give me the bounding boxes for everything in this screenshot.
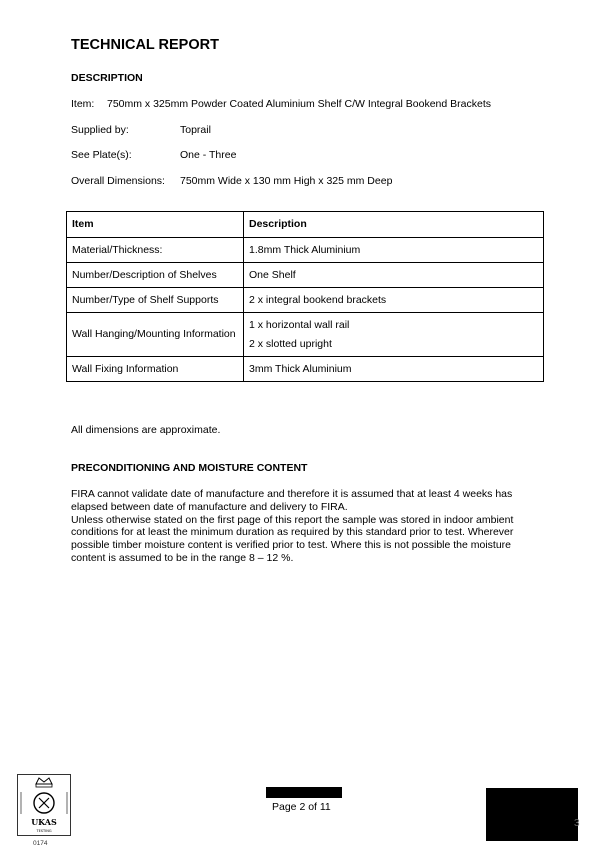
table-cell-item: Number/Description of Shelves [67, 263, 244, 288]
detail-plates [71, 149, 237, 161]
detail-label: See Plate(s): [71, 149, 132, 161]
table-cell-item: Number/Type of Shelf Supports [67, 288, 244, 313]
table-header-row [67, 212, 544, 238]
table-cell-description: 3mm Thick Aluminium [244, 357, 544, 382]
description-line: 2 x slotted upright [249, 337, 332, 350]
detail-item [71, 98, 492, 110]
table-row [67, 238, 544, 263]
specification-table [66, 211, 544, 382]
detail-label: Supplied by: [71, 124, 129, 136]
detail-dimensions [71, 175, 393, 187]
table-cell-description [244, 313, 544, 357]
svg-text:UKAS: UKAS [31, 817, 57, 827]
paragraph-text: Unless otherwise stated on the first page of this report the sample was stored in indoor ambient conditions for at least the minimum duration as required by this standard prior to test. Wherever possible timber moisture content is verified prior to test. Where this is not possible the moisture content is assumed to be in the range 8 – 12 %. [71, 513, 514, 564]
preconditioning-heading: PRECONDITIONING AND MOISTURE CONTENT [71, 462, 308, 474]
preconditioning-paragraph [71, 488, 541, 565]
table-cell-item: Wall Hanging/Mounting Information [67, 313, 244, 357]
detail-value: One - Three [180, 149, 237, 161]
redaction-bar [266, 787, 342, 798]
column-header-description: Description [244, 212, 544, 238]
table-row [67, 357, 544, 382]
report-title: TECHNICAL REPORT [71, 37, 219, 53]
table-cell-item: Material/Thickness: [67, 238, 244, 263]
detail-value: 750mm Wide x 130 mm High x 325 mm Deep [180, 175, 393, 187]
paragraph-text: FIRA cannot validate date of manufacture and therefore it is assumed that at least 4 weeks has elapsed between date of manufacture and delivery to FIRA. [71, 488, 513, 513]
detail-supplier [71, 124, 211, 136]
table-cell-description: One Shelf [244, 263, 544, 288]
redaction-mark: 3 [574, 818, 580, 829]
column-header-item: Item [67, 212, 244, 238]
table-row [67, 313, 544, 357]
ukas-logo [17, 774, 71, 836]
page-number: Page 2 of 11 [272, 801, 331, 813]
table-cell-description: 2 x integral bookend brackets [244, 288, 544, 313]
redaction-block [486, 788, 578, 841]
svg-text:TESTING: TESTING [36, 829, 52, 833]
ukas-number: 0174 [33, 840, 48, 847]
dimensions-note: All dimensions are approximate. [71, 424, 221, 436]
description-heading: DESCRIPTION [71, 72, 143, 84]
description-line: 1 x horizontal wall rail [249, 318, 350, 331]
table-cell-item: Wall Fixing Information [67, 357, 244, 382]
detail-value: 750mm x 325mm Powder Coated Aluminium Shelf C/W Integral Bookend Brackets [107, 98, 492, 110]
detail-label: Overall Dimensions: [71, 175, 165, 187]
table-row [67, 288, 544, 313]
table-cell-description: 1.8mm Thick Aluminium [244, 238, 544, 263]
detail-value: Toprail [180, 124, 211, 136]
table-row [67, 263, 544, 288]
detail-label: Item: [71, 98, 95, 110]
